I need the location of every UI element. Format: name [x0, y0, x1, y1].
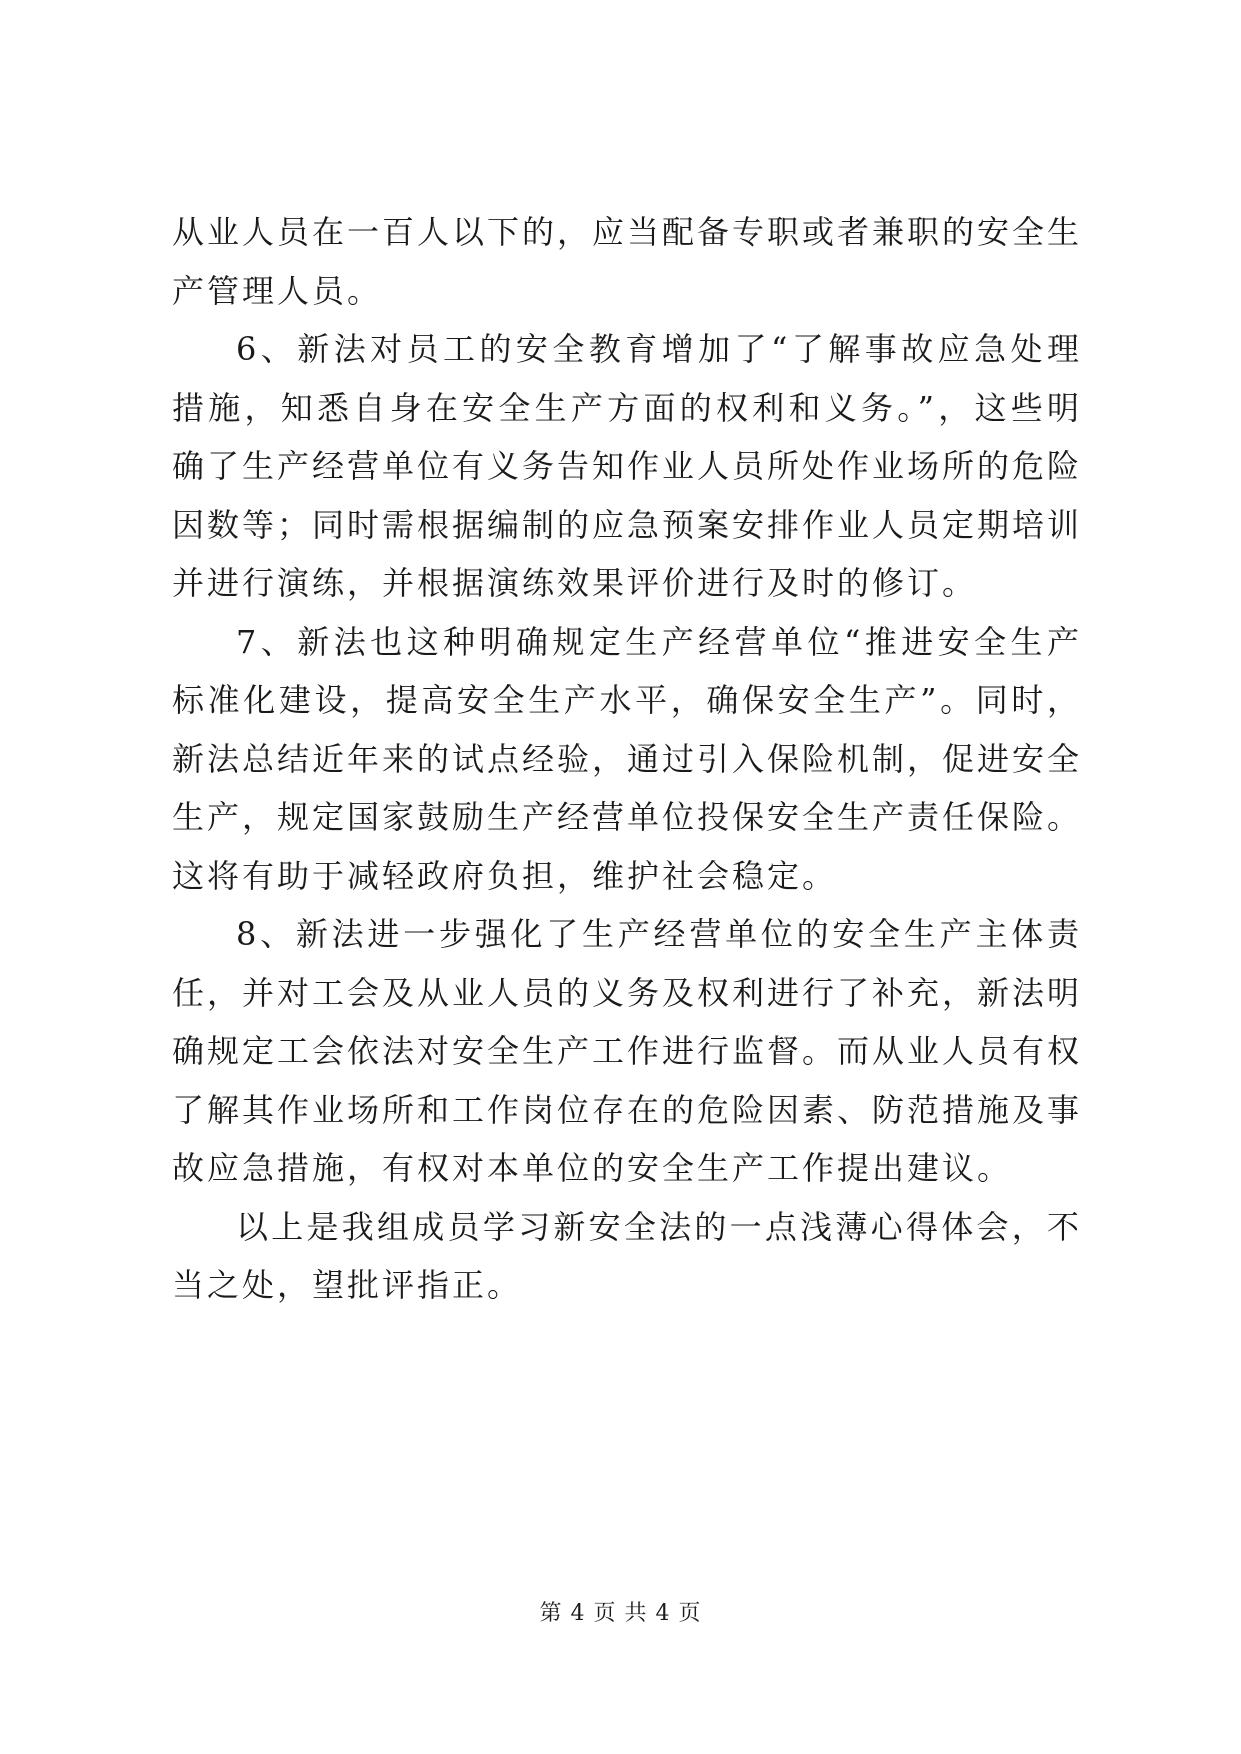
- paragraph-item-6: 6、新法对员工的安全教育增加了“了解事故应急处理措施，知悉自身在安全生产方面的权利和义务。”，这些明确了生产经营单位有义务告知作业人员所处作业场所的危险因数等；同时需根据编制的应急预案安排作业人员定期培训并进行演练，并根据演练效果评价进行及时的修订。: [172, 330, 1083, 602]
- paragraph-continuation: 从业人员在一百人以下的，应当配备专职或者兼职的安全生产管理人员。: [172, 213, 1083, 310]
- paragraph-item-8: 8、新法进一步强化了生产经营单位的安全生产主体责任，并对工会及从业人员的义务及权利进行了补充，新法明确规定工会依法对安全生产工作进行监督。而从业人员有权了解其作业场所和工作岗位存在的危险因素、防范措施及事故应急措施，有权对本单位的安全生产工作提出建议。: [172, 915, 1083, 1187]
- document-body: [172, 203, 1082, 1315]
- paragraph-item-7: 7、新法也这种明确规定生产经营单位“推进安全生产标准化建设，提高安全生产水平，确保安全生产”。同时，新法总结近年来的试点经验，通过引入保险机制，促进安全生产，规定国家鼓励生产经营单位投保安全生产责任保险。这将有助于减轻政府负担，维护社会稳定。: [172, 622, 1083, 895]
- paragraph-conclusion: 以上是我组成员学习新安全法的一点浅薄心得体会，不当之处，望批评指正。: [172, 1207, 1082, 1304]
- page-number-footer: 第 4 页 共 4 页: [539, 1601, 702, 1626]
